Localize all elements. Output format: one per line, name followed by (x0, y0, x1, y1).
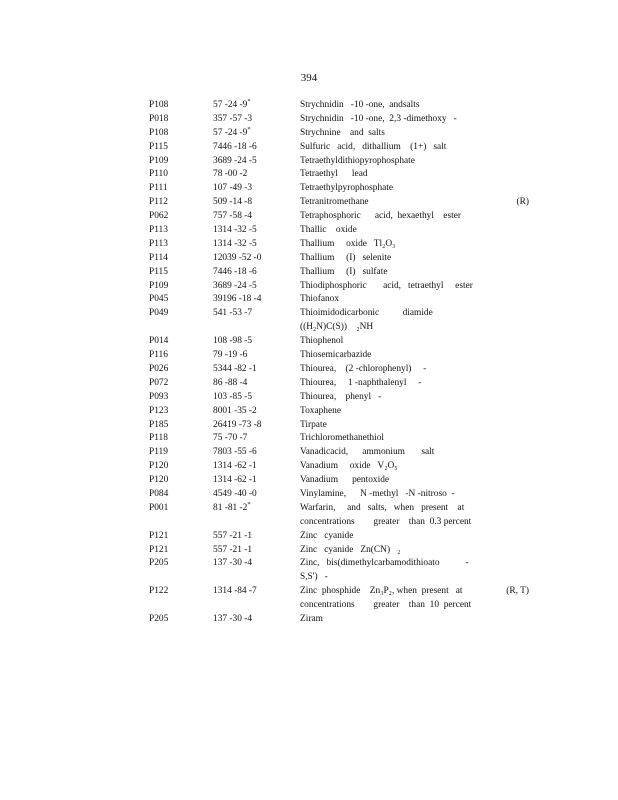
cas-number: 1314 -32 -5 (213, 238, 257, 249)
cas-number: 1314 -62 -1 (213, 461, 257, 472)
hazardous-waste-code: P185 (149, 419, 169, 430)
hazardous-waste-code: P014 (149, 336, 169, 347)
substance-name (300, 391, 482, 405)
substance-name-line: Zinc cyanide Zn(CN) ₂ (300, 544, 401, 555)
cas-number: 103 -85 -5 (213, 391, 253, 402)
cas-number-cell (213, 585, 257, 599)
table-row (0, 252, 618, 266)
table-row (0, 419, 618, 433)
substance-name (300, 335, 482, 349)
substance-name-line: Thiophenol (300, 336, 344, 347)
substance-name (300, 544, 482, 558)
substance-name (300, 113, 482, 127)
hazardous-waste-code: P109 (149, 155, 169, 166)
substance-name (300, 266, 482, 280)
cas-number-cell (213, 127, 251, 141)
hazardous-waste-code: P018 (149, 113, 169, 124)
substance-name-line: Thiourea, 1 -naphthalenyl - (300, 377, 422, 388)
cas-number: 3689 -24 -5 (213, 280, 257, 291)
hazardous-waste-code: P115 (149, 266, 168, 277)
substance-name-line: Zinc phosphide Zn₃P₂, when present at (300, 586, 463, 597)
table-row (0, 168, 618, 182)
cas-number: 1314 -32 -5 (213, 225, 257, 236)
substance-name (300, 432, 482, 446)
cas-number-cell (213, 238, 257, 252)
hazardous-waste-code: P115 (149, 141, 168, 152)
table-row (0, 182, 618, 196)
substance-name-line: Thiofanox (300, 294, 340, 305)
substance-name (300, 585, 482, 613)
substance-name (300, 474, 482, 488)
cas-number: 3689 -24 -5 (213, 155, 257, 166)
hazardous-waste-code: P084 (149, 488, 169, 499)
hazardous-waste-code: P062 (149, 211, 169, 222)
substance-name-line: Thiourea, (2 -chlorophenyl) - (300, 363, 427, 374)
table-row (0, 432, 618, 446)
hazardous-waste-code: P120 (149, 461, 169, 472)
cas-number: 81 -81 -2 (213, 502, 248, 513)
substance-name (300, 182, 482, 196)
substance-name (300, 252, 482, 266)
table-row (0, 377, 618, 391)
hazardous-waste-code: P120 (149, 475, 169, 486)
cas-number: 12039 -52 -0 (213, 252, 262, 263)
substance-name (300, 224, 482, 238)
hazardous-waste-code: P121 (149, 530, 169, 541)
hazardous-waste-code: P026 (149, 363, 169, 374)
cas-number: 757 -58 -4 (213, 211, 253, 222)
substance-name (300, 557, 482, 585)
substance-name-line: Tetranitromethane (300, 197, 369, 208)
hazard-code: (R) (516, 197, 529, 208)
cas-number: 4549 -40 -0 (213, 488, 257, 499)
table-row (0, 530, 618, 544)
table-row (0, 155, 618, 169)
substance-name (300, 155, 482, 169)
substance-name (300, 196, 482, 210)
table-row (0, 349, 618, 363)
hazardous-waste-code: P113 (149, 225, 168, 236)
substance-name (300, 613, 482, 627)
substance-name-line: Tetraphosphoric acid, hexaethyl ester (300, 211, 462, 222)
hazard-code: (R, T) (506, 586, 529, 597)
table-row (0, 238, 618, 252)
cas-number-cell (213, 196, 252, 210)
table-row (0, 266, 618, 280)
cas-footnote-marker: * (247, 125, 251, 133)
hazardous-waste-code: P108 (149, 100, 169, 110)
substance-name-line: Zinc, bis(dimethylcarbamodithioato - (300, 558, 469, 569)
substance-name (300, 168, 482, 182)
substance-name (300, 349, 482, 363)
cas-number-cell (213, 363, 257, 377)
cas-number-cell (213, 280, 257, 294)
table-row (0, 474, 618, 488)
cas-number: 7446 -18 -6 (213, 141, 257, 152)
table-row (0, 502, 618, 530)
substance-name-line: Toxaphene (300, 405, 341, 416)
cas-number: 137 -30 -4 (213, 614, 253, 625)
cas-number-cell (213, 502, 251, 516)
cas-number: 541 -53 -7 (213, 308, 253, 319)
table-row (0, 335, 618, 349)
substance-name (300, 141, 482, 155)
substance-name-line: Sulfuric acid, dithallium (1+) salt (300, 141, 447, 152)
table-row (0, 613, 618, 627)
hazardous-waste-code: P049 (149, 308, 169, 319)
cas-number: 107 -49 -3 (213, 183, 253, 194)
substance-name-line: Thallium oxide Tl₂O₃ (300, 238, 396, 249)
cas-number-cell (213, 266, 257, 280)
substance-name-line: S,S') - (300, 572, 328, 583)
hazardous-waste-code: P121 (149, 544, 169, 555)
substance-name (300, 419, 482, 433)
substance-name-line: Tetraethyl lead (300, 169, 368, 180)
substance-name (300, 405, 482, 419)
table-row (0, 446, 618, 460)
substance-name-line: concentrations greater than 0.3 percent (300, 516, 472, 527)
table-row (0, 99, 618, 113)
hazardous-waste-code: P116 (149, 350, 168, 361)
cas-number: 5344 -82 -1 (213, 363, 257, 374)
cas-footnote-marker: * (247, 500, 251, 508)
cas-number: 86 -88 -4 (213, 377, 248, 388)
cas-number-cell (213, 391, 252, 405)
substance-name (300, 460, 482, 474)
hazardous-waste-code: P123 (149, 405, 169, 416)
cas-number: 1314 -84 -7 (213, 586, 257, 597)
substance-name (300, 238, 482, 252)
cas-number-cell (213, 141, 257, 155)
table-row (0, 488, 618, 502)
substance-name (300, 127, 482, 141)
substance-name-line: Tetraethylpyrophosphate (300, 183, 394, 194)
cas-number: 39196 -18 -4 (213, 294, 262, 305)
cas-number-cell (213, 252, 261, 266)
cas-number-cell (213, 293, 261, 307)
cas-number: 137 -30 -4 (213, 558, 253, 569)
substance-name-line: Thiodiphosphoric acid, tetraethyl ester (300, 280, 473, 291)
substance-name-line: Vanadium pentoxide (300, 475, 390, 486)
substance-name (300, 307, 482, 335)
table-row (0, 363, 618, 377)
substance-name (300, 280, 482, 294)
substance-name-line: Thioimidodicarbonic diamide (300, 308, 433, 319)
substance-name-line: Warfarin, and salts, when present at (300, 502, 465, 513)
cas-number: 75 -70 -7 (213, 433, 248, 444)
substance-name (300, 502, 482, 530)
substance-name-line: Strychnine and salts (300, 127, 385, 138)
cas-number-cell (213, 307, 252, 321)
hazardous-waste-code: P112 (149, 197, 168, 208)
substance-name-line: Strychnidin -10 -one, andsalts (300, 100, 420, 110)
substance-name (300, 363, 482, 377)
table-row (0, 544, 618, 558)
cas-number-cell (213, 335, 252, 349)
substance-name-line: Ziram (300, 614, 323, 625)
cas-number-cell (213, 377, 247, 391)
cas-number: 78 -00 -2 (213, 169, 248, 180)
cas-number-cell (213, 99, 251, 113)
substance-name-line: Thiosemicarbazide (300, 350, 372, 361)
cas-number-cell (213, 349, 247, 363)
cas-number-cell (213, 460, 257, 474)
cas-number-cell (213, 613, 252, 627)
substance-name-line: ((H₂N)C(S)) ₂NH (300, 322, 374, 333)
substance-name-line: Thallium (I) sulfate (300, 266, 388, 277)
substance-name (300, 293, 482, 307)
table-row (0, 557, 618, 585)
cas-number-cell (213, 432, 247, 446)
hazardous-waste-code: P119 (149, 447, 168, 458)
hazardous-waste-code: P045 (149, 294, 169, 305)
cas-number: 79 -19 -6 (213, 350, 248, 361)
cas-number-cell (213, 224, 257, 238)
table-row (0, 307, 618, 335)
hazardous-waste-code: P110 (149, 169, 168, 180)
waste-code-table (0, 99, 618, 627)
substance-name-line: Vanadium oxide V₂O₅ (300, 461, 398, 472)
hazardous-waste-code: P205 (149, 558, 169, 569)
table-row (0, 585, 618, 613)
substance-name-line: Vinylamine, N -methyl -N -nitroso - (300, 488, 455, 499)
substance-name (300, 210, 482, 224)
cas-number: 7446 -18 -6 (213, 266, 257, 277)
cas-number: 57 -24 -9 (213, 127, 248, 138)
page-number: 394 (300, 72, 318, 84)
cas-number: 509 -14 -8 (213, 197, 253, 208)
substance-name-line: Zinc cyanide (300, 530, 354, 541)
cas-number-cell (213, 419, 261, 433)
table-row (0, 210, 618, 224)
hazardous-waste-code: P205 (149, 614, 169, 625)
hazardous-waste-code: P109 (149, 280, 169, 291)
cas-number-cell (213, 544, 252, 558)
table-row (0, 280, 618, 294)
cas-number-cell (213, 155, 257, 169)
table-row (0, 141, 618, 155)
cas-number-cell (213, 557, 252, 571)
cas-number: 7803 -55 -6 (213, 447, 257, 458)
substance-name-line: Tetraethyldithiopyrophosphate (300, 155, 415, 166)
table-row (0, 113, 618, 127)
substance-name-line: Tirpate (300, 419, 327, 430)
hazardous-waste-code: P001 (149, 502, 169, 513)
cas-number: 357 -57 -3 (213, 113, 253, 124)
substance-name (300, 377, 482, 391)
substance-name (300, 99, 482, 113)
substance-name-line: concentrations greater than 10 percent (300, 600, 472, 611)
table-row (0, 127, 618, 141)
hazardous-waste-code: P118 (149, 433, 168, 444)
substance-name-line: Trichloromethanethiol (300, 433, 385, 444)
hazardous-waste-code: P072 (149, 377, 169, 388)
substance-name (300, 446, 482, 460)
cas-number-cell (213, 168, 247, 182)
substance-name (300, 488, 482, 502)
cas-number-cell (213, 182, 252, 196)
hazardous-waste-code: P108 (149, 127, 169, 138)
cas-number-cell (213, 405, 257, 419)
cas-number-cell (213, 530, 252, 544)
cas-number-cell (213, 474, 257, 488)
substance-name-line: Thiourea, phenyl - (300, 391, 382, 402)
hazardous-waste-code: P122 (149, 586, 169, 597)
hazardous-waste-code: P114 (149, 252, 168, 263)
cas-number: 557 -21 -1 (213, 530, 253, 541)
substance-name (300, 530, 482, 544)
cas-number: 8001 -35 -2 (213, 405, 257, 416)
table-row (0, 460, 618, 474)
table-row (0, 293, 618, 307)
table-row (0, 196, 618, 210)
cas-number: 557 -21 -1 (213, 544, 253, 555)
substance-name-line: Vanadicacid, ammonium salt (300, 447, 435, 458)
cas-number-cell (213, 113, 252, 127)
cas-number: 1314 -62 -1 (213, 475, 257, 486)
cas-number-cell (213, 446, 257, 460)
cas-number: 26419 -73 -8 (213, 419, 262, 430)
hazardous-waste-code: P093 (149, 391, 169, 402)
hazardous-waste-code: P111 (149, 183, 168, 194)
cas-number-cell (213, 210, 252, 224)
table-row (0, 224, 618, 238)
substance-name-line: Strychnidin -10 -one, 2,3 -dimethoxy - (300, 113, 457, 124)
substance-name-line: Thallium (I) selenite (300, 252, 392, 263)
cas-number: 108 -98 -5 (213, 336, 253, 347)
substance-name-line: Thallic oxide (300, 225, 357, 236)
table-row (0, 405, 618, 419)
hazardous-waste-code: P113 (149, 238, 168, 249)
cas-number: 57 -24 -9 (213, 100, 248, 110)
table-row (0, 391, 618, 405)
cas-footnote-marker: * (247, 97, 251, 105)
